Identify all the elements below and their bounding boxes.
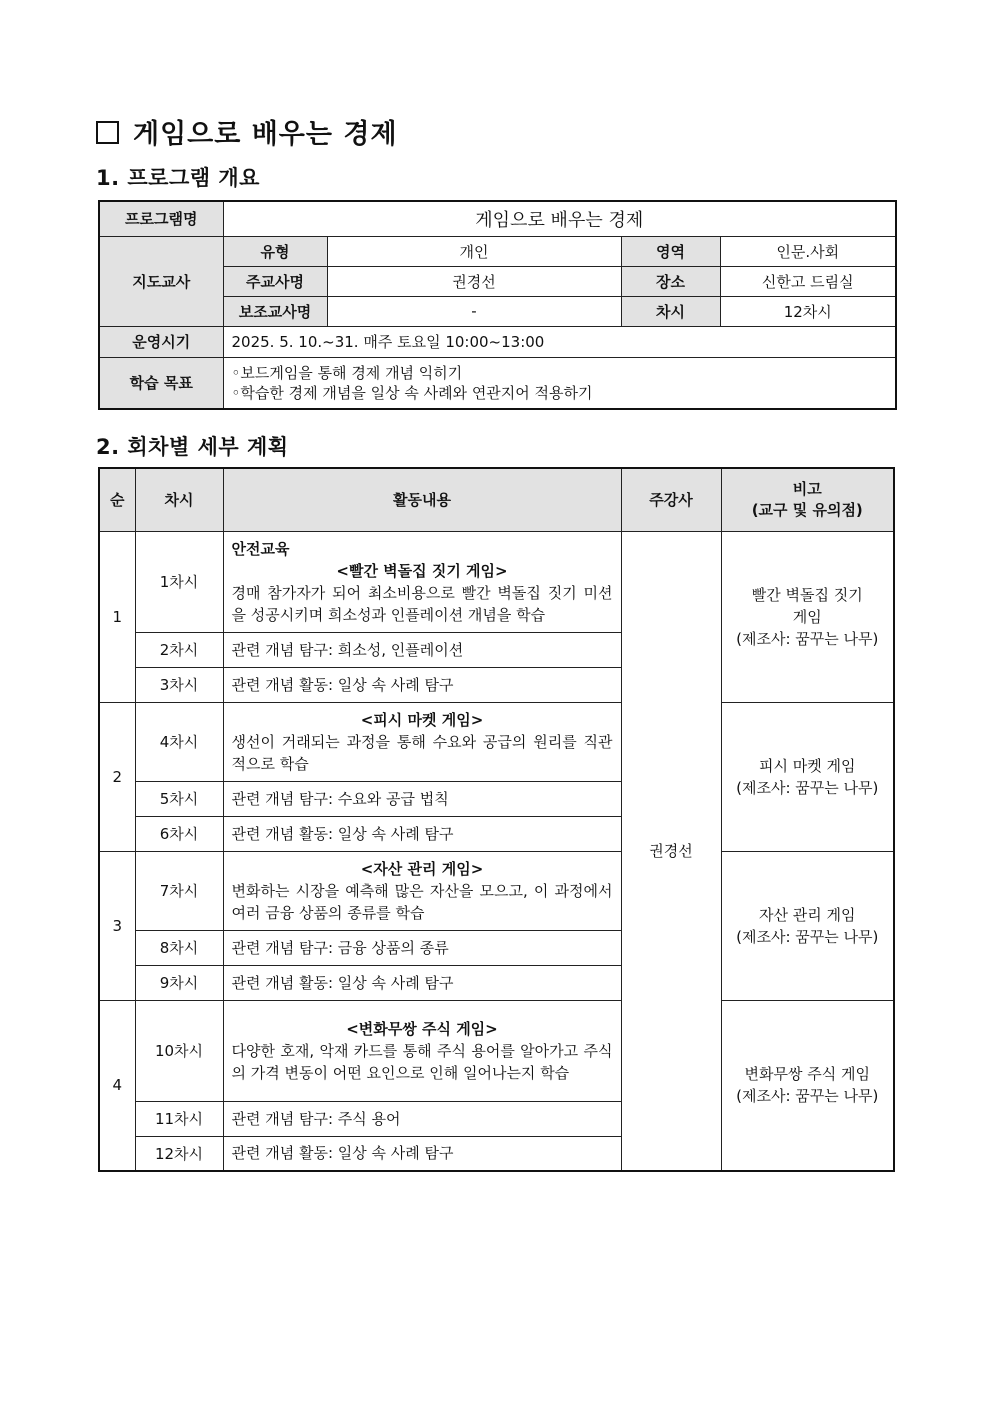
session-cell: 9차시 bbox=[135, 965, 223, 1000]
area-value: 인문.사회 bbox=[720, 236, 896, 266]
header-note-line: 비고 bbox=[792, 479, 822, 498]
group-num: 3 bbox=[99, 851, 135, 1000]
plan-table bbox=[98, 467, 895, 1172]
lecturer-cell: 권경선 bbox=[621, 531, 721, 1171]
note-line: (제조사: 꿈꾸는 나무) bbox=[736, 927, 879, 946]
activity-cell bbox=[223, 851, 621, 930]
activity-desc: 관련 개념 활동: 일상 속 사례 탐구 bbox=[223, 816, 621, 851]
header-session: 차시 bbox=[135, 468, 223, 531]
session-cell: 6차시 bbox=[135, 816, 223, 851]
note-line: (제조사: 꿈꾸는 나무) bbox=[736, 629, 879, 648]
group-num: 1 bbox=[99, 531, 135, 702]
game-title: <피시 마켓 게임> bbox=[360, 710, 484, 729]
activity-cell bbox=[223, 702, 621, 781]
page-title-text: 게임으로 배우는 경제 bbox=[133, 119, 398, 150]
game-title: <빨간 벽돌집 짓기 게임> bbox=[336, 561, 508, 580]
session-cell: 12차시 bbox=[135, 1136, 223, 1171]
place-label: 장소 bbox=[621, 266, 720, 296]
table-row bbox=[99, 531, 894, 632]
note-line: 빨간 벽돌집 짓기 bbox=[751, 585, 863, 604]
period-label: 운영시기 bbox=[99, 326, 223, 357]
session-label: 차시 bbox=[621, 296, 720, 326]
table-row bbox=[99, 702, 894, 781]
note-line: 게임 bbox=[792, 607, 822, 626]
place-value: 신한고 드림실 bbox=[720, 266, 896, 296]
session-cell: 4차시 bbox=[135, 702, 223, 781]
session-cell: 10차시 bbox=[135, 1000, 223, 1101]
main-teacher-label: 주교사명 bbox=[223, 266, 327, 296]
activity-desc: 경매 참가자가 되어 최소비용으로 빨간 벽돌집 짓기 미션을 성공시키며 희소성과 인플레이션 개념을 학습 bbox=[231, 583, 613, 624]
group-num: 4 bbox=[99, 1000, 135, 1171]
overview-table bbox=[98, 200, 897, 410]
note-cell bbox=[721, 531, 894, 702]
session-cell: 2차시 bbox=[135, 632, 223, 667]
goal-item: ◦보드게임을 통해 경제 개념 익히기 bbox=[231, 363, 463, 382]
table-row bbox=[99, 1000, 894, 1101]
session-value: 12차시 bbox=[720, 296, 896, 326]
area-label: 영역 bbox=[621, 236, 720, 266]
note-line: (제조사: 꿈꾸는 나무) bbox=[736, 778, 879, 797]
safety-label: 안전교육 bbox=[231, 539, 290, 558]
activity-cell bbox=[223, 531, 621, 632]
program-label: 프로그램명 bbox=[99, 201, 223, 236]
activity-cell bbox=[223, 1000, 621, 1101]
group-num: 2 bbox=[99, 702, 135, 851]
note-line: 자산 관리 게임 bbox=[759, 905, 856, 924]
note-line: (제조사: 꿈꾸는 나무) bbox=[736, 1087, 879, 1106]
assist-teacher-value: - bbox=[327, 296, 621, 326]
type-label: 유형 bbox=[223, 236, 327, 266]
activity-desc: 생선이 거래되는 과정을 통해 수요와 공급의 원리를 직관적으로 학습 bbox=[231, 732, 613, 773]
session-cell: 8차시 bbox=[135, 930, 223, 965]
period-value: 2025. 5. 10.~31. 매주 토요일 10:00~13:00 bbox=[223, 326, 896, 357]
activity-desc: 관련 개념 탐구: 금융 상품의 종류 bbox=[223, 930, 621, 965]
activity-desc: 변화하는 시장을 예측해 많은 자산을 모으고, 이 과정에서 여러 금융 상품의 종류를 학습 bbox=[231, 881, 613, 922]
activity-desc: 관련 개념 탐구: 수요와 공급 법칙 bbox=[223, 781, 621, 816]
header-content: 활동내용 bbox=[223, 468, 621, 531]
activity-desc: 관련 개념 활동: 일상 속 사례 탐구 bbox=[223, 1136, 621, 1171]
header-num: 순 bbox=[99, 468, 135, 531]
note-line: 변화무쌍 주식 게임 bbox=[744, 1065, 870, 1084]
activity-desc: 관련 개념 탐구: 희소성, 인플레이션 bbox=[223, 632, 621, 667]
session-cell: 3차시 bbox=[135, 667, 223, 702]
note-cell bbox=[721, 702, 894, 851]
session-cell: 5차시 bbox=[135, 781, 223, 816]
type-value: 개인 bbox=[327, 236, 621, 266]
goal-list bbox=[223, 357, 896, 409]
session-cell: 11차시 bbox=[135, 1101, 223, 1136]
activity-desc: 관련 개념 탐구: 주식 용어 bbox=[223, 1101, 621, 1136]
session-cell: 1차시 bbox=[135, 531, 223, 632]
teacher-label: 지도교사 bbox=[99, 236, 223, 326]
page-title bbox=[96, 112, 398, 151]
program-value: 게임으로 배우는 경제 bbox=[223, 201, 896, 236]
header-note-line: (교구 및 유의점) bbox=[751, 500, 863, 519]
note-line: 피시 마켓 게임 bbox=[759, 756, 856, 775]
game-title: <자산 관리 게임> bbox=[360, 859, 484, 878]
section-heading-plan: 2. 회차별 세부 계획 bbox=[96, 435, 289, 459]
section-heading-overview: 1. 프로그램 개요 bbox=[96, 166, 260, 190]
assist-teacher-label: 보조교사명 bbox=[223, 296, 327, 326]
activity-desc: 다양한 호재, 악재 카드를 통해 주식 용어를 알아가고 주식의 가격 변동이 어떤 요인으로 인해 일어나는지 학습 bbox=[231, 1041, 613, 1082]
header-lecturer: 주강사 bbox=[621, 468, 721, 531]
header-note bbox=[721, 468, 894, 531]
table-row bbox=[99, 851, 894, 930]
checkbox-square-icon bbox=[96, 121, 119, 144]
session-cell: 7차시 bbox=[135, 851, 223, 930]
main-teacher-value: 권경선 bbox=[327, 266, 621, 296]
activity-desc: 관련 개념 활동: 일상 속 사례 탐구 bbox=[223, 667, 621, 702]
goal-label: 학습 목표 bbox=[99, 357, 223, 409]
note-cell bbox=[721, 851, 894, 1000]
game-title: <변화무쌍 주식 게임> bbox=[346, 1019, 498, 1038]
goal-item: ◦학습한 경제 개념을 일상 속 사례와 연관지어 적용하기 bbox=[231, 383, 593, 402]
activity-desc: 관련 개념 활동: 일상 속 사례 탐구 bbox=[223, 965, 621, 1000]
note-cell bbox=[721, 1000, 894, 1171]
